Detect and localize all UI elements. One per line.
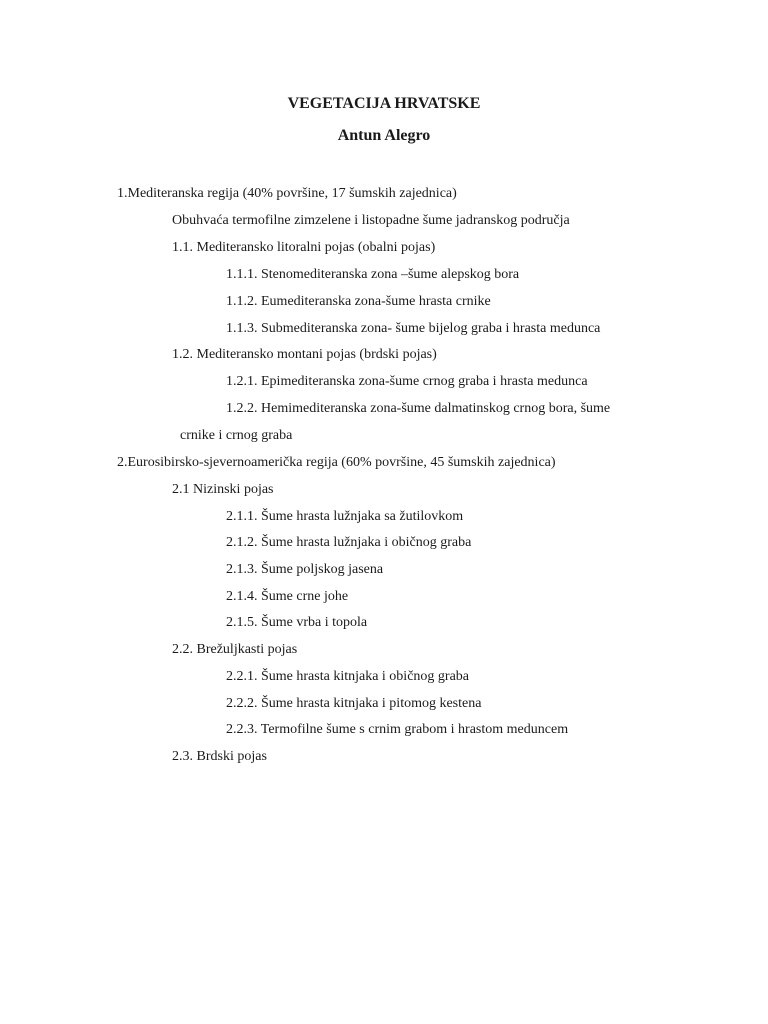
item-1-1-2: 1.1.2. Eumediteranska zona-šume hrasta crnike [226, 294, 491, 309]
item-1-2-2-continuation: crnike i crnog graba [180, 428, 293, 443]
heading-section-2-2: 2.2. Brežuljkasti pojas [172, 642, 298, 657]
item-2-2-1: 2.2.1. Šume hrasta kitnjaka i običnog graba [226, 669, 469, 684]
item-1-2-2: 1.2.2. Hemimediteranska zona-šume dalmatinskog crnog bora, šume [226, 401, 611, 416]
heading-region-1: 1.Mediteranska regija (40% površine, 17 šumskih zajednica) [117, 186, 457, 201]
item-2-1-2: 2.1.2. Šume hrasta lužnjaka i običnog graba [226, 535, 472, 550]
heading-section-2-1: 2.1 Nizinski pojas [172, 482, 274, 497]
item-2-1-3: 2.1.3. Šume poljskog jasena [226, 562, 384, 577]
item-2-2-2: 2.2.2. Šume hrasta kitnjaka i pitomog kestena [226, 696, 482, 711]
region-1-description: Obuhvaća termofilne zimzelene i listopadne šume jadranskog područja [172, 213, 570, 228]
heading-section-1-2: 1.2. Mediteransko montani pojas (brdski pojas) [172, 347, 437, 362]
heading-section-1-1: 1.1. Mediteransko litoralni pojas (obalni pojas) [172, 240, 436, 255]
heading-section-2-3: 2.3. Brdski pojas [172, 749, 267, 764]
item-1-1-3: 1.1.3. Submediteranska zona- šume bijelog graba i hrasta medunca [226, 321, 601, 336]
item-1-2-1: 1.2.1. Epimediteranska zona-šume crnog graba i hrasta medunca [226, 374, 588, 389]
document-title: VEGETACIJA HRVATSKE [287, 95, 481, 112]
item-2-1-4: 2.1.4. Šume crne johe [226, 589, 349, 604]
item-2-2-3: 2.2.3. Termofilne šume s crnim grabom i hrastom meduncem [226, 722, 569, 737]
item-2-1-1: 2.1.1. Šume hrasta lužnjaka sa žutilovkom [226, 509, 464, 524]
document-author: Antun Alegro [337, 127, 431, 144]
item-2-1-5: 2.1.5. Šume vrba i topola [226, 615, 368, 630]
heading-region-2: 2.Eurosibirsko-sjevernoamerička regija (60% površine, 45 šumskih zajednica) [117, 455, 556, 470]
item-1-1-1: 1.1.1. Stenomediteranska zona –šume alepskog bora [226, 267, 520, 282]
